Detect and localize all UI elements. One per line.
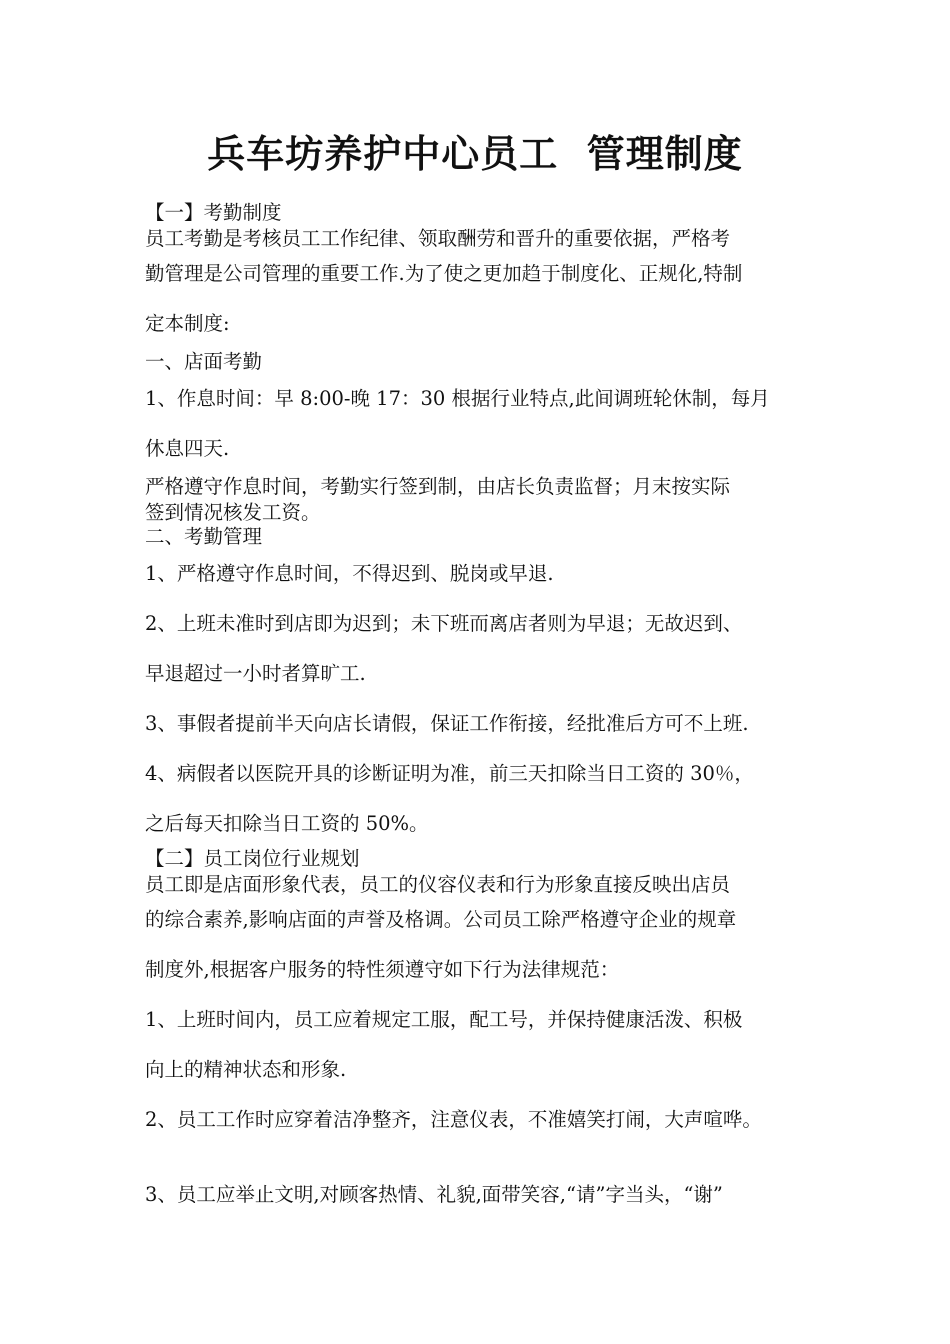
paragraph-line: 勤管理是公司管理的重要工作.为了使之更加趋于制度化、正规化,特制: [145, 262, 743, 285]
list-item-line: 1、作息时间：早 8:00-晚 17：30 根据行业特点,此间调班轮休制，每月: [145, 387, 770, 410]
document-title: 兵车坊养护中心员工 管理制度: [207, 132, 743, 176]
paragraph-line: 制度外,根据客户服务的特性须遵守如下行为法律规范：: [145, 958, 620, 981]
paragraph-line: 严格遵守作息时间，考勤实行签到制，由店长负责监督；月末按实际: [145, 475, 731, 498]
list-item-line: 向上的精神状态和形象.: [145, 1058, 347, 1081]
list-item-line: 之后每天扣除当日工资的 50%。: [145, 812, 429, 835]
paragraph-line: 员工考勤是考核员工工作纪律、领取酬劳和晋升的重要依据，严格考: [145, 227, 731, 250]
paragraph-line: 的综合素养,影响店面的声誉及格调。公司员工除严格遵守企业的规章: [145, 908, 737, 931]
paragraph-line: 员工即是店面形象代表，员工的仪容仪表和行为形象直接反映出店员: [145, 873, 731, 896]
paragraph-line: 签到情况核发工资。: [145, 501, 321, 524]
subsection-heading: 二、考勤管理: [145, 525, 263, 548]
list-item-line: 1、严格遵守作息时间，不得迟到、脱岗或早退.: [145, 562, 554, 585]
subsection-heading: 一、店面考勤: [145, 350, 263, 373]
list-item-line: 3、事假者提前半天向店长请假，保证工作衔接，经批准后方可不上班.: [145, 712, 749, 735]
list-item-line: 1、上班时间内，员工应着规定工服，配工号，并保持健康活泼、积极: [145, 1008, 743, 1031]
list-item-line: 早退超过一小时者算旷工.: [145, 662, 366, 685]
paragraph-line: 定本制度:: [145, 312, 230, 335]
section-heading: 【一】考勤制度: [145, 201, 282, 224]
list-item-line: 2、上班未准时到店即为迟到；未下班而离店者则为早退；无故迟到、: [145, 612, 743, 635]
section-heading: 【二】员工岗位行业规划: [145, 847, 360, 870]
list-item-line: 3、员工应举止文明,对顾客热情、礼貌,面带笑容,“请”字当头，“谢”: [145, 1183, 723, 1206]
list-item-line: 2、员工工作时应穿着洁净整齐，注意仪表，不准嬉笑打闹，大声喧哗。: [145, 1108, 762, 1131]
list-item-line: 休息四天.: [145, 437, 230, 460]
list-item-line: 4、病假者以医院开具的诊断证明为准，前三天扣除当日工资的 30％，: [145, 762, 754, 785]
